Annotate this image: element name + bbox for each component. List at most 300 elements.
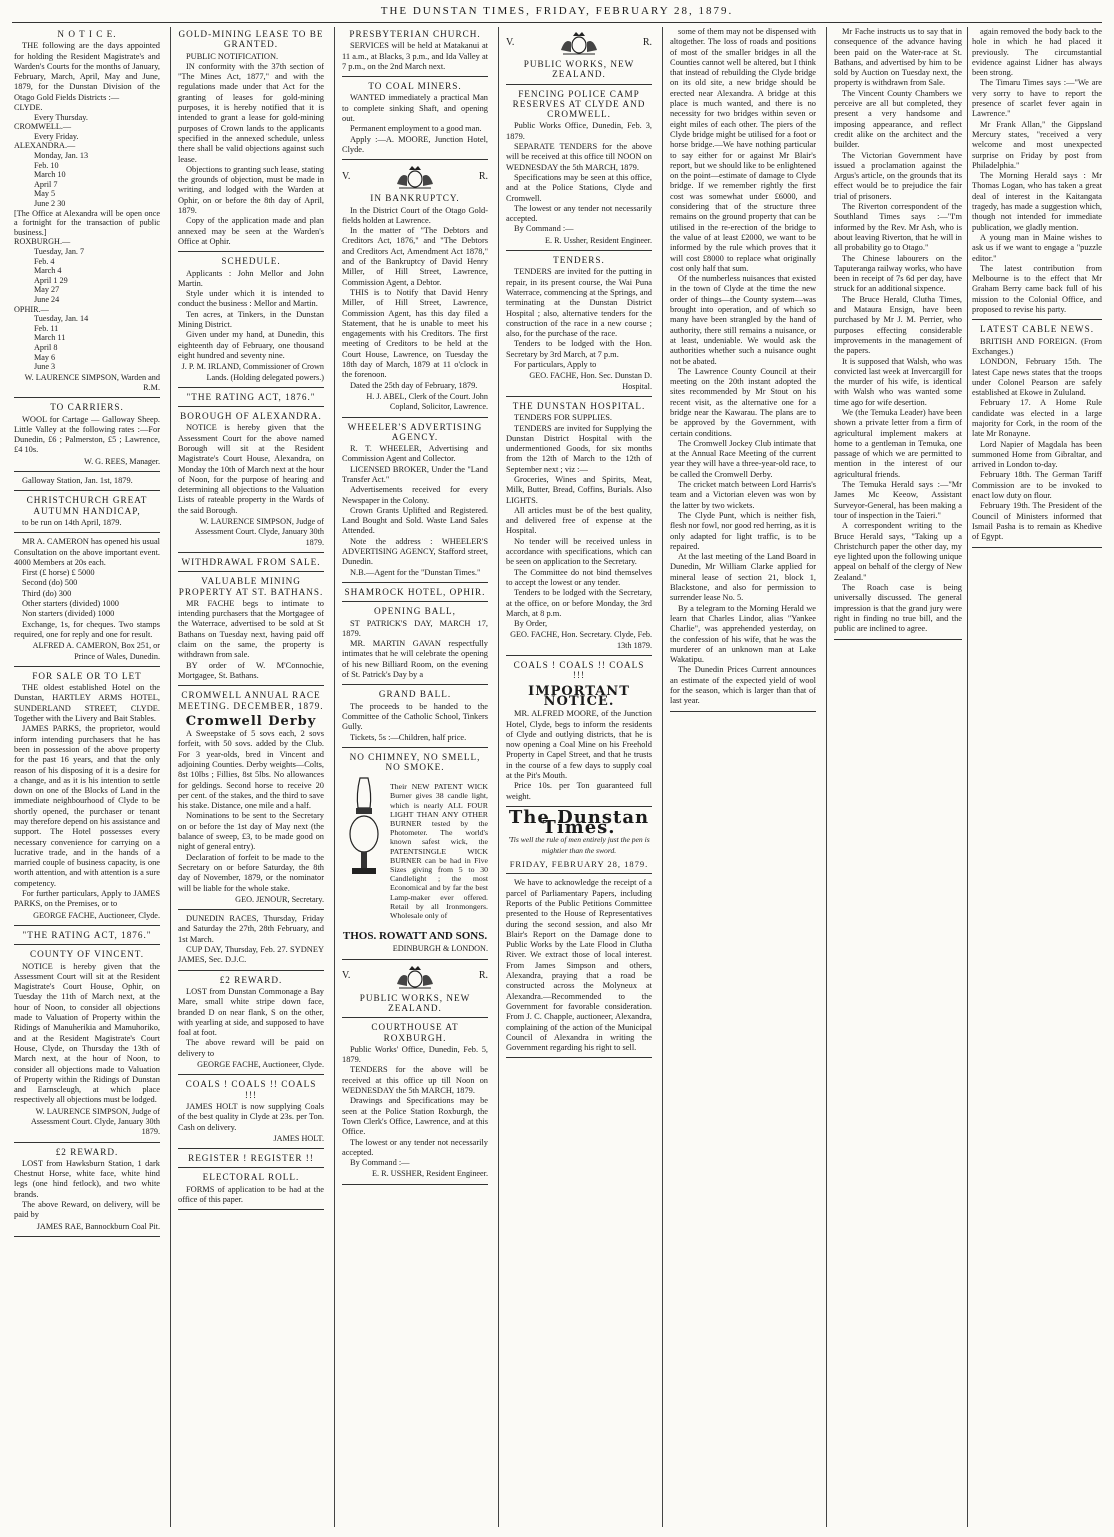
paragraph: All articles must be of the best quality, and delivered free of expense at the Hospital. xyxy=(506,505,652,536)
paragraph: THE oldest established Hotel on the Dunstan, HARTLEY ARMS HOTEL, SUNDERLAND STREET, CLYDE. Together with the Livery and Bait Stables. xyxy=(14,683,160,724)
notice-heading: WITHDRAWAL FROM SALE. xyxy=(181,556,321,567)
notice-body xyxy=(14,683,160,910)
paragraph: It is supposed that Walsh, who was convicted last week at Invercargill for the murder of his wife, is identical with Walsh who was wanted some time ago for wife desertion. xyxy=(834,356,962,407)
paragraph: SEPARATE TENDERS for the above will be received at this office till NOON on WEDNESDAY the 5th MARCH, 1879. xyxy=(506,142,652,172)
paragraph: The cricket match between Lord Harris's team and a Victorian eleven was won by the latter by two wickets. xyxy=(670,480,816,510)
notice-body xyxy=(178,423,324,516)
notice-heading: CROMWELL ANNUAL RACE MEETING. DECEMBER, 1879. xyxy=(178,690,324,711)
column-rule xyxy=(967,27,968,1527)
paragraph: The Clyde Punt, which is neither fish, flesh nor fowl, nor good red herring, as it is only adapted for light traffic, is to be repaired. xyxy=(670,510,816,551)
notice-block xyxy=(506,401,652,656)
divider xyxy=(14,471,160,472)
schedule-place: CROMWELL.— xyxy=(14,122,72,132)
notice-block xyxy=(342,29,488,77)
schedule-row: March 10 xyxy=(34,170,66,180)
notice-body xyxy=(14,476,160,486)
crest-row xyxy=(342,964,488,990)
column-rule xyxy=(498,27,499,1527)
paragraph: The lowest or any tender not necessarily accepted. xyxy=(342,1137,488,1157)
column-rule xyxy=(334,27,335,1527)
notice-signature: EDINBURGH & LONDON. xyxy=(392,944,488,954)
paragraph: We have to acknowledge the receipt of a parcel of Parliamentary Papers, including Reports of the Public Petitions Committee presented to the House of Representatives during the second session, and also Mr Blair's Report on the Damage done to Public Works by the Late Flood in Clutha River. We extract those of local interest. From James Simpson and others, Alexandra, praying that a road be constructed across the Molyneux at Alexandra.—Recommended to the Government for favorable consideration. From J. C. Chapple, auctioneer, Alexandra, complaining of the action of the Municipal Council of Alexandra in writing the Government regarding his right to sell. xyxy=(506,878,652,1053)
notice-block xyxy=(342,689,488,747)
notice-heading: TO CARRIERS. xyxy=(50,402,124,413)
paragraph: Permanent employment to a good man. xyxy=(350,124,482,134)
paragraph: MR. MARTIN GAVAN respectfully intimates that he will celebrate the opening of his new Billiard Room, on the evening of St. Patrick's Day by a xyxy=(342,639,488,680)
paragraph: Price 10s. per Ton guaranteed full weight. xyxy=(506,781,652,801)
paragraph: The Riverton correspondent of the Southland Times says :—"I'm informed by the Rev. Mr Ash, who is about leaving Riverton, that he will in all probability go to Otago." xyxy=(834,202,962,253)
notice-heading: "THE RATING ACT, 1876." xyxy=(22,929,152,940)
paragraph: NOTICE is hereby given that the Assessment Court for the above named Borough will sit at the Resident Magistrate's Court House, Alexandra, on Monday the 10th of March next at the hour of Noon, for the purpose of hearing and determining all objections to the Valuation Lists of rateable property in the Wards of the said Borough. xyxy=(178,423,324,515)
notice-body xyxy=(342,619,488,681)
paragraph: CUP DAY, Thursday, Feb. 27. SYDNEY JAMES, Sec. D.J.C. xyxy=(178,945,324,965)
schedule-place: ALEXANDRA.— xyxy=(14,141,76,151)
paragraph: The Bruce Herald, Clutha Times, and Mataura Ensign, have been purchased by Mr J. M. Perrier, who purposes effecting considerable improvements in the management of the papers. xyxy=(834,294,962,356)
paragraph: By a telegram to the Morning Herald we learn that Charles Lindor, alias "Yankee Charlie", was apprehended yesterday, on the confession of his wife, that he was the murderer of an unknown man at Lake Wakatipu. xyxy=(670,603,816,665)
paragraph: Tickets, 5s :—Children, half price. xyxy=(350,732,467,742)
paragraph: The above reward will be paid on delivery to xyxy=(178,1038,324,1058)
notice-heading: BOROUGH OF ALEXANDRA. xyxy=(180,411,322,422)
firm-name: THOS. ROWATT AND SONS. xyxy=(342,930,488,943)
royal-crest-icon xyxy=(557,30,601,56)
issue-dateline: FRIDAY, FEBRUARY 28, 1879. xyxy=(509,859,649,870)
notice-block xyxy=(178,1153,324,1168)
paragraph: Copy of the application made and plan annexed may be seen at the Warden's Office at Ophir. xyxy=(178,216,324,246)
paragraph: Tenders to be lodged with the Hon. Secretary by 3rd March, at 7 p.m. xyxy=(506,339,652,359)
schedule-row: Tuesday, Jan. 14 xyxy=(34,314,89,324)
notice-heading: £2 REWARD. xyxy=(219,974,283,985)
paragraph: some of them may not be dispensed with altogether. The loss of roads and positions of most of the smaller bridges in all the Counties cannot well be altered, but I think that instead of rebuilding the Clyde bridge on its old site, a new bridge should be erected near Alexandra. A bridge at this place is much wanted, and there is no necessity for two bridges within seven or eight miles of each other. The piers of the Clyde bridge might be utilised for a foot or horse bridge.—We have nothing particular to say either for or against Mr Blair's report, but we should like to be enlightened on the point—estimate of damage to Clyde bridge. If we remember rightly the first cost was somewhat under £6000, and considering that of the structure three remains on the ground property that can be utilised in the re-erection of the bridge to the value of at least £2000, we want to be informed by the rule which proves that it will cost £8000 to replace what originally cost only half that sum. xyxy=(670,27,816,273)
paragraph: BRITISH AND FOREIGN. (From Exchanges.) xyxy=(972,336,1102,356)
schedule-row: April 7 xyxy=(34,179,58,189)
divider xyxy=(342,76,488,77)
crest-letter: R. xyxy=(478,970,488,982)
paragraph: WOOL for Cartage — Galloway Sheep. Little Valley at the following rates :—For Dunedin, £6 ; Palmerston, £5 ; Lawrence, £4 10s. xyxy=(14,414,160,455)
paragraph: In the matter of "The Debtors and Creditors Act, 1876," and "The Debtors and Creditors Act, Amendment Act 1878," and of the Bankruptcy of David Henry Miller, of Hill Street, Lawrence, Commission Agent, a Debtor. xyxy=(342,226,488,287)
divider xyxy=(178,406,324,407)
divider xyxy=(972,319,1102,320)
notice-block xyxy=(342,1022,488,1184)
paragraph: February 17. A Home Rule candidate was elected in a large majority for Cork, in the room of the late Mr Ronayne. xyxy=(972,398,1102,439)
notice-block xyxy=(178,557,324,572)
divider xyxy=(506,655,652,656)
paragraph: Mr Frank Allan," the Gippsland Mercury states, "received a very welcome and most unexpected surprise on Friday by post from Philadelphia." xyxy=(972,119,1102,170)
notice-signature: W. LAURENCE SIMPSON, Warden and R.M. xyxy=(24,372,160,392)
paragraph: Objections to granting such lease, stating the grounds of objection, must be made in writing, and lodged with the Warden at Ophir, on or before the 8th day of April, 1879. xyxy=(178,164,324,216)
paragraph: JAMES PARKS, the proprietor, would inform intending purchasers that he has been in possession of the above property for the past 16 years, and that the only reason of his disposing of it is a desire for a change, and as it is his intention to settle down on one of the Blocks of Land in the immediate neighbourhood of Clyde to be shortly opened, the purchaser or tenant may therefore depend on his assistance and support. The Hotel possesses every necessary convenience for carrying on a lucrative trade, and in the hands of a married couple of business capacity, is one worth attention, and with attention is a sure competency. xyxy=(14,724,160,888)
masthead-rule xyxy=(12,22,1102,23)
notice-heading: COURTHOUSE AT ROXBURGH. xyxy=(371,1022,459,1043)
paragraph: TENDERS FOR SUPPLIES. xyxy=(514,413,612,423)
paragraph: IN conformity with the 37th section of "The Mines Act, 1877," and with the regulations made under that Act for the granting of leases for gold-mining purposes, it is hereby notified that it is intended to grant a lease for gold-mining purposes of Crown lands to the applicants specified in the annexed schedule, unless there shall be valid objections against such lease. xyxy=(178,61,324,164)
schedule-row: Tuesday, Jan. 7 xyxy=(34,246,85,256)
paragraph: The Chinese labourers on the Taputeranga railway works, who have been in receipt of 7s 6d per day, have struck for an additional sixpence. xyxy=(834,253,962,294)
paragraph: THIS is to Notify that David Henry Miller, of Hill Street, Lawrence, Commission Agent, has this day filed a Statement, that he is unable to meet his engagements with his Creditors. The first meeting of Creditors to be held at the Court House, Lawrence, on Tuesday the 18th day of March, 1879 at 11 o'clock in the forenoon. xyxy=(342,287,488,380)
divider xyxy=(14,1236,160,1237)
crest-letter: R. xyxy=(478,171,488,183)
notice-heading: GOLD-MINING LEASE TO BE GRANTED. xyxy=(178,29,324,50)
notice-block xyxy=(14,671,160,926)
schedule-row: May 5 xyxy=(34,189,56,199)
notice-heading: COALS ! COALS !! COALS !!! xyxy=(185,1079,317,1100)
paragraph: THE following are the days appointed for holding the Resident Magistrate's and Warden's Courts for the months of January, February, March, April, May and June, 1879, for the Dunstan Division of the Otago Gold Fields Districts :— xyxy=(14,41,160,102)
notice-body xyxy=(342,93,488,155)
paragraph: TENDERS are invited for the putting in repair, in its present course, the Wai Puna Waterrace, commencing at the Springs, and terminating at the Dunstan District Hospital ; also, alternative tenders for the construction of the race in a new course ; also, for the purchase of the race. xyxy=(506,267,652,339)
paragraph: A correspondent writing to the Bruce Herald says, "Taking up a Christchurch paper the other day, my eye lighted upon the following unique appeal on behalf of the clergy of New Zealand." xyxy=(834,521,962,582)
divider xyxy=(834,639,962,640)
divider xyxy=(506,250,652,251)
divider xyxy=(14,925,160,926)
notice-signature: GEO. FACHE, Hon. Secretary. Clyde, Feb. 13th 1879. xyxy=(510,630,652,650)
divider xyxy=(178,1148,324,1149)
paragraph: The Victorian Government have issued a proclamation against the Argus's article, on the grounds that its effect would be to prejudice the fair trial of prisoners. xyxy=(834,150,962,201)
notice-heading: N O T I C E. xyxy=(57,29,117,39)
notice-block xyxy=(178,411,324,553)
notice-body xyxy=(14,41,160,103)
paragraph: R. T. WHEELER, Advertising and Commission Agent and Collector. xyxy=(342,444,488,464)
column-6 xyxy=(834,27,962,1527)
paragraph: For further particulars, Apply to JAMES PARKS, on the Premises, or to xyxy=(14,889,160,909)
notice-body xyxy=(834,27,962,635)
notice-heading: IN BANKRUPTCY. xyxy=(370,193,460,204)
notice-block xyxy=(178,914,324,970)
notice-heading: LATEST CABLE NEWS. xyxy=(979,324,1095,335)
notice-body xyxy=(178,914,324,965)
paragraph: February 19th. The President of the Council of Ministers informed that Ismail Pasha is to remain as Khedive of Egypt. xyxy=(972,501,1102,542)
notice-block xyxy=(342,164,488,417)
notice-block xyxy=(14,29,160,398)
paragraph: The latest contribution from Melbourne is to the effect that Mr Graham Berry came back full of his mission to the Colonial Office, and proposed to revise his party. xyxy=(972,263,1102,315)
notice-signature: W. G. REES, Manager. xyxy=(84,456,160,466)
paragraph: Note the address : WHEELER'S ADVERTISING AGENCY, Stafford street, Dunedin. xyxy=(342,536,488,567)
paragraph: Lord Napier of Magdala has been summoned Home from Gibraltar, and arrived in London to-day. xyxy=(972,439,1102,470)
paragraph: The Temuka Herald says :—"Mr James Mc Keeow, Assistant Surveyor-General, has been making a tour of inspection in the Taieri." xyxy=(834,480,962,520)
paragraph: MR A. CAMERON has opened his usual Consultation on the above important event. 4000 Members at 20s each. xyxy=(14,537,160,567)
notice-body xyxy=(178,599,324,681)
paragraph: Style under which it is intended to conduct the business : Mellor and Martin. xyxy=(178,289,324,309)
paragraph: LONDON, February 15th. The latest Cape news states that the troops under Colonel Pearson are safely established at Ekowe in Zululand. xyxy=(972,357,1102,398)
paragraph: February 18th. The German Tariff Commission are to be invoked to enact low duty on flour. xyxy=(972,470,1102,501)
column-1 xyxy=(14,27,160,1527)
notice-body xyxy=(178,1185,324,1206)
divider xyxy=(178,387,324,388)
divider xyxy=(14,666,160,667)
schedule-place: OPHIR.— xyxy=(14,304,49,314)
paragraph: LOST from Dunstan Commonage a Bay Mare, small white stripe down face, branded D on near flank, S on the other, with yearling at side, and supposed to have foal at foot. xyxy=(178,986,324,1038)
schedule-row: May 27 xyxy=(34,285,60,295)
paragraph: again removed the body back to the hole in which he had placed it previously. The circumstantial evidence against Lidner has always been strong. xyxy=(972,27,1102,78)
paragraph: TENDERS for the above will be received at this office up till Noon on WEDNESDAY the 5th MARCH, 1879. xyxy=(342,1065,488,1096)
notice-heading: TENDERS. xyxy=(553,255,605,266)
paragraph: At the last meeting of the Land Board in Dunedin, Mr William Clarke applied for mineral lease of section 21, block 1, Blackstone, and also for permission to surrender lease No. 5. xyxy=(670,552,816,603)
paragraph: The Cromwell Jockey Club intimate that at the Annual Race Meeting of the current year they will have a three-year-old race, to be called the Cromwell Derby. xyxy=(670,438,816,479)
notice-signature: JAMES RAE, Bannockburn Coal Pit. xyxy=(36,1221,160,1231)
paragraph: Dated the 25th day of February, 1879. xyxy=(350,380,478,390)
notice-body xyxy=(506,121,652,234)
notice-heading: ELECTORAL ROLL. xyxy=(202,1172,300,1183)
divider xyxy=(506,1057,652,1058)
schedule-row: June 24 xyxy=(34,294,60,304)
newspaper-title: The Dunstan Times. xyxy=(508,806,650,839)
notice-block xyxy=(834,27,962,640)
paragraph: Tenders to be lodged with the Secretary, at the office, on or before Monday, the 3rd March, at 8 p.m. xyxy=(506,588,652,618)
paragraph: WANTED immediately a practical Man to complete sinking Shaft, and opening out. xyxy=(342,93,488,124)
paragraph: Advertisements received for every Newspaper in the Colony. xyxy=(342,485,488,505)
notice-block xyxy=(14,949,160,1142)
notice-block xyxy=(14,930,160,945)
paragraph: The Timaru Times says :—"We are very sorry to have to report the presence of scarlet fever again in Lawrence." xyxy=(972,78,1102,119)
divider xyxy=(14,397,160,398)
notice-display-heading: Cromwell Derby xyxy=(185,713,317,729)
notice-block xyxy=(14,1147,160,1237)
divider xyxy=(14,490,160,491)
notice-block xyxy=(14,537,160,667)
notice-signature: E. R. USSHER, Resident Engineer. xyxy=(372,1169,488,1179)
notice-signature: W. LAURENCE SIMPSON, Judge of Assessment Court. Clyde, January 30th 1879. xyxy=(30,1106,160,1137)
column-rule xyxy=(662,27,663,1527)
paragraph: No tender will be received unless in accordance with specifications, which can be seen on application to the Secretary. xyxy=(506,536,652,567)
paragraph: The lowest or any tender not necessarily accepted. xyxy=(506,203,652,224)
notice-body xyxy=(178,269,324,362)
notice-body xyxy=(506,267,652,370)
divider xyxy=(506,396,652,397)
notice-signature: GEO. JENOUR, Secretary. xyxy=(235,894,324,904)
divider xyxy=(178,1167,324,1168)
paragraph: Second (do) 500 xyxy=(22,578,78,588)
paragraph: Groceries, Wines and Spirits, Meat, Milk, Butter, Bread, Coffins, Burials. Also LIGHTS. xyxy=(506,474,652,505)
notice-block xyxy=(342,81,488,160)
notice-block xyxy=(342,752,488,960)
divider xyxy=(178,685,324,686)
paragraph: The Morning Herald says : Mr Thomas Logan, who has taken a great deal of interest in the Kaitangata tragedy, has made a suggestion which, though not intended for immediate publication, we gladly mention. xyxy=(972,171,1102,232)
paragraph: JAMES HOLT is now supplying Coals of the best quality in Clyde at 23s. per Ton. Cash on delivery. xyxy=(178,1101,324,1132)
paragraph: The above Reward, on delivery, will be paid by xyxy=(14,1200,160,1220)
paragraph: Their NEW PATENT WICK Burner gives 38 candle light, which is nearly ALL FOUR LIGHT THAN ANY OTHER BURNER tested by the Photometer. The world's known safest wick, the PATENTSINGLE WICK BURNER can be had in Five Sizes giving from 5 to 30 Candlelight ; the most Economical and by far the best Lamp-maker ever offered. Retail by all Ironmongers. Wholesale only of xyxy=(390,782,488,921)
notice-block xyxy=(972,27,1102,320)
notice-signature: GEORGE FACHE, Auctioneer, Clyde. xyxy=(197,1060,324,1070)
notice-block xyxy=(178,576,324,686)
notice-block xyxy=(972,324,1102,547)
notice-body xyxy=(14,537,160,640)
notice-body xyxy=(506,878,652,1053)
paragraph: Nominations to be sent to the Secretary on or before the 1st day of May next (the balance of sweep, £3, to be made good on night of general entry). xyxy=(178,811,324,852)
divider xyxy=(342,684,488,685)
crest-row xyxy=(506,30,652,56)
column-3 xyxy=(342,27,488,1527)
notice-heading: PUBLIC WORKS, NEW ZEALAND. xyxy=(523,59,635,80)
divider xyxy=(342,1017,488,1018)
notice-heading: TO COAL MINERS. xyxy=(368,81,462,92)
schedule-place: ROXBURGH.— xyxy=(14,237,71,247)
schedule-row: June 3 xyxy=(34,362,56,372)
paragraph: MR FACHE begs to intimate to intending purchasers that the Mortgagee of the Waterrace, advertised to be sold at St Bathans on Tuesday next, having paid off claim on the same, the property is withdrawn from sale. xyxy=(178,598,324,660)
notice-body xyxy=(342,41,488,72)
page-masthead: THE DUNSTAN TIMES, FRIDAY, FEBRUARY 28, 1879. xyxy=(380,5,734,17)
paragraph: The Committee do not bind themselves to accept the lowest or any tender. xyxy=(506,567,652,587)
notice-heading: £2 REWARD. xyxy=(55,1146,119,1157)
schedule-place: [The Office at Alexandra will be open once a fortnight for the transaction of public business.] xyxy=(14,208,160,237)
divider xyxy=(14,1142,160,1143)
divider xyxy=(342,747,488,748)
notice-heading: REGISTER ! REGISTER !! xyxy=(188,1153,314,1164)
schedule-row: Monday, Jan. 13 xyxy=(34,151,89,161)
paragraph: Ten acres, at Tinkers, in the Dunstan Mining District. xyxy=(178,309,324,330)
notice-heading: "THE RATING ACT, 1876." xyxy=(186,391,316,402)
notice-heading: FENCING POLICE CAMP RESERVES AT CLYDE AND CROMWELL. xyxy=(512,88,646,120)
divider xyxy=(14,532,160,533)
notice-signature: JAMES HOLT. xyxy=(273,1133,324,1143)
notice-block xyxy=(14,495,160,533)
notice-signature: J. P. M. IRLAND, Commissioner of Crown Lands. (Holding delegated powers.) xyxy=(181,362,324,382)
paragraph: Declaration of forfeit to be made to the Secretary on or before Saturday, the 8th day of November, 1879, or the nominator will be liable for the whole stake. xyxy=(178,852,324,893)
royal-crest-icon xyxy=(393,164,437,190)
paragraph: Public Works Office, Dunedin, Feb. 3, 1879. xyxy=(506,121,652,141)
notice-body xyxy=(14,518,160,528)
paragraph: By Command :— xyxy=(514,224,574,234)
divider xyxy=(972,547,1102,548)
notice-heading: PUBLIC WORKS, NEW ZEALAND. xyxy=(359,992,471,1013)
notice-block xyxy=(14,476,160,491)
paragraph: The proceeds to be handed to the Committee of the Catholic School, Tinkers Gully. xyxy=(342,701,488,732)
notice-heading: GRAND BALL. xyxy=(378,689,452,700)
paragraph: Specifications may be seen at this office, and at the Police Stations, Clyde and Cromwell. xyxy=(506,172,652,203)
court-schedule xyxy=(14,103,160,372)
schedule-row: April 8 xyxy=(34,342,58,352)
notice-heading: OPENING BALL, xyxy=(374,606,456,617)
paragraph: The Dunedin Prices Current announces an estimate of the expected yield of wool for the season, which is larger than that of last year. xyxy=(670,665,816,706)
notice-heading: FOR SALE OR TO LET xyxy=(32,670,142,681)
notice-heading: SCHEDULE. xyxy=(221,256,281,267)
paragraph: Of the numberless nuisances that existed in the town of Clyde at the time the new order of things—the County system—was brought into operation, and of which so many have been strangled by the hand of authority, there still remains a nuisance, or at least, undeniable. We would ask the authorities whether such a nuisance ought not be abated. xyxy=(670,274,816,366)
paragraph: BY order of W. M'Connochie, Mortgagee, St. Bathans. xyxy=(178,660,324,680)
paragraph: Drawings and Specifications may be seen at the Police Station Roxburgh, the Town Clerk's Office, Lawrence, and at this Office. xyxy=(342,1096,488,1137)
notice-block xyxy=(506,255,652,397)
paragraph: In the District Court of the Otago Gold-fields holden at Lawrence. xyxy=(342,205,488,225)
paragraph: First (£ horse) £ 5000 xyxy=(22,568,95,578)
divider xyxy=(342,582,488,583)
notice-block xyxy=(178,975,324,1076)
notice-body xyxy=(342,444,488,578)
notice-block xyxy=(14,402,160,472)
paragraph: We (the Temuka Leader) have been shown a private letter from a firm of agricultural implement makers at home to a gentleman in Temuka, one passage of which we are permitted to mention in the interest of our agricultural friends. xyxy=(834,407,962,479)
notice-block xyxy=(342,587,488,602)
divider xyxy=(178,552,324,553)
paragraph: LICENSED BROKER, Under the "Land Transfer Act." xyxy=(342,464,488,484)
paragraph: By Command :— xyxy=(350,1158,410,1168)
notice-body xyxy=(342,702,488,743)
notice-block xyxy=(178,392,324,407)
notice-body xyxy=(178,52,324,248)
notice-display-heading: IMPORTANT NOTICE. xyxy=(528,683,630,709)
column-rule xyxy=(170,27,171,1527)
paragraph: Galloway Station, Jan. 1st, 1879. xyxy=(22,476,133,486)
paragraph: to be run on 14th April, 1879. xyxy=(22,517,122,527)
divider xyxy=(178,251,324,252)
notice-signature: ALFRED A. CAMERON, Box 251, or Prince of Wales, Dunedin. xyxy=(32,641,160,661)
notice-heading: SHAMROCK HOTEL, OPHIR. xyxy=(344,586,486,597)
notice-body xyxy=(342,1045,488,1169)
divider xyxy=(178,970,324,971)
divider xyxy=(342,159,488,160)
notice-block xyxy=(506,30,652,85)
notice-signature: E. R. Ussher, Resident Engineer. xyxy=(545,235,652,245)
notice-signature: GEO. FACHE, Hon. Sec. Dunstan D. Hospital. xyxy=(529,371,652,391)
schedule-row: Feb. 11 xyxy=(34,323,59,333)
notice-body xyxy=(178,1102,324,1133)
notice-heading: NO CHIMNEY, NO SMELL, NO SMOKE. xyxy=(349,751,481,773)
notice-signature: H. J. ABEL, Clerk of the Court. John Copland, Solicitor, Lawrence. xyxy=(366,391,488,412)
schedule-row: March 11 xyxy=(34,333,66,343)
notice-body xyxy=(178,987,324,1059)
divider xyxy=(14,944,160,945)
notice-block xyxy=(178,1079,324,1149)
notice-heading: CHRISTCHURCH GREAT AUTUMN HANDICAP, xyxy=(26,495,148,516)
lamp-advert xyxy=(342,774,488,928)
paragraph: Third (do) 300 xyxy=(22,588,72,598)
lamp-advert-text xyxy=(390,774,488,928)
crest-letter: V. xyxy=(506,36,515,48)
divider xyxy=(506,873,652,874)
column-4 xyxy=(506,27,652,1527)
paragraph: PUBLIC NOTIFICATION. xyxy=(186,51,279,61)
divider xyxy=(506,84,652,85)
notice-block xyxy=(342,606,488,685)
divider xyxy=(670,711,816,712)
paragraph: LOST from Hawksburn Station, 1 dark Chestnut Horse, white face, white hind legs (one hind fetlock), and two white brands. xyxy=(14,1158,160,1199)
paragraph: For particulars, Apply to xyxy=(514,360,597,370)
paragraph: N.B.—Agent for the "Dunstan Times." xyxy=(350,567,481,577)
column-7 xyxy=(972,27,1102,1527)
paragraph: A Sweepstake of 5 sovs each, 2 sovs forfeit, with 50 sovs. added by the Club. For 3 year-olds, bred in Vincent and adjoining Counties. Derby weights—Colts, 8st 10lbs ; Fillies, 8st 5lbs. No allowances for geldings. Second horse to receive 20 per cent. of the stakes, and the third to save his stake. Distance, one mile and a half. xyxy=(178,729,324,811)
notice-heading: VALUABLE MINING PROPERTY AT ST. BATHANS. xyxy=(178,576,324,597)
divider xyxy=(178,1074,324,1075)
schedule-row: May 6 xyxy=(34,352,56,362)
notice-block xyxy=(506,806,652,1059)
column-5 xyxy=(670,27,816,1527)
crest-letter: V. xyxy=(342,171,351,183)
notice-body xyxy=(972,27,1102,315)
divider xyxy=(342,601,488,602)
schedule-place: CLYDE. xyxy=(14,103,43,113)
paragraph: DUNEDIN RACES, Thursday, Friday and Saturday the 27th, 28th February, and 1st March. xyxy=(178,914,324,944)
paragraph: MR. ALFRED MOORE, of the Junction Hotel, Clyde, begs to inform the residents of Clyde and outlying districts, that he is now opening a Coal Mine on his Freehold Property in Capel Street, and that he trusts in the course of a few days to supply coal at the Pit's Mouth. xyxy=(506,709,652,780)
paragraph: Mr Fache instructs us to say that in consequence of the advance having been paid on the Water-race at St. Bathans, and advertised by him to be sold by Auction on Tuesday next, the property is withdrawn from Sale. xyxy=(834,27,962,88)
notice-block xyxy=(342,964,488,1019)
paragraph: Applicants : John Mellor and John Martin. xyxy=(178,268,324,288)
schedule-row: Feb. 4 xyxy=(34,256,55,266)
notice-block xyxy=(342,422,488,583)
newspaper-motto: 'Tis well the rule of men entirely just the pen is mightier than the sword. xyxy=(508,835,650,855)
crest-letter: V. xyxy=(342,970,351,982)
notice-block xyxy=(178,256,324,388)
notice-body xyxy=(178,729,324,894)
schedule-row: March 4 xyxy=(34,266,62,276)
notice-signature: W. LAURENCE SIMPSON, Judge of Assessment Court. Clyde, January 30th 1879. xyxy=(194,517,324,547)
notice-body xyxy=(670,27,816,707)
paragraph: The Roach case is being universally discussed. The general impression is that the grand jury were right in finding no true bill, and the public are inclined to agree. xyxy=(834,583,962,634)
notice-block xyxy=(506,89,652,251)
oil-lamp-icon xyxy=(342,774,386,884)
divider xyxy=(342,959,488,960)
notice-block xyxy=(506,660,652,807)
notice-body xyxy=(14,962,160,1106)
notice-block xyxy=(178,29,324,252)
column-rule xyxy=(826,27,827,1527)
notice-body xyxy=(14,415,160,456)
notice-heading: COUNTY OF VINCENT. xyxy=(29,949,145,960)
paragraph: Apply :—A. MOORE, Junction Hotel, Clyde. xyxy=(342,134,488,154)
notice-heading: THE DUNSTAN HOSPITAL. xyxy=(512,400,646,411)
